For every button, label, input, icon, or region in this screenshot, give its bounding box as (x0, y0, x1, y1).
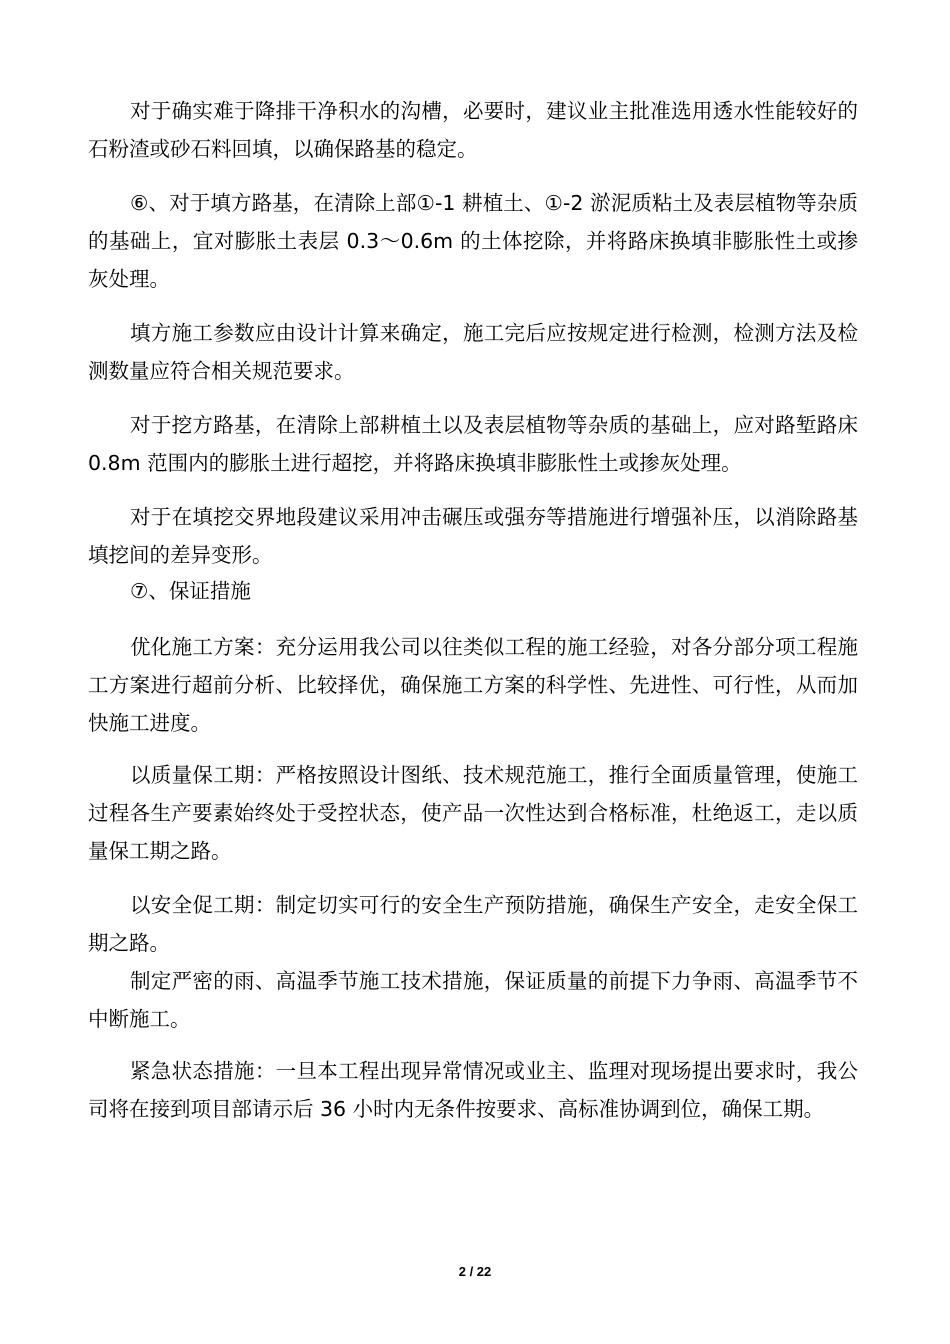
section-heading-guarantee-measures: ⑦、保证措施 (130, 579, 251, 603)
paragraph-quality-schedule: 以质量保工期：严格按照设计图纸、技术规范施工，推行全面质量管理，使施工过程各生产要素始终处于受控状态，使产品一次性达到合格标准，杜绝返工，走以质量保工期之路。 (88, 763, 858, 863)
paragraph-cut-subgrade: 对于挖方路基，在清除上部耕植土以及表层植物等杂质的基础上，应对路堑路床 0.8m 范围内的膨胀土进行超挖，并将路床换填非膨胀性土或掺灰处理。 (88, 413, 858, 475)
paragraph-drainage-backfill: 对于确实难于降排干净积水的沟槽，必要时，建议业主批准选用透水性能较好的石粉渣或砂石料回填，以确保路基的稳定。 (88, 99, 858, 161)
page-number: 2 / 22 (458, 1264, 492, 1279)
paragraph-optimize-plan: 优化施工方案：充分运用我公司以往类似工程的施工经验，对各分部分项工程施工方案进行超前分析、比较择优，确保施工方案的科学性、先进性、可行性，从而加快施工进度。 (88, 635, 858, 735)
paragraph-fill-parameters: 填方施工参数应由设计计算来确定，施工完后应按规定进行检测，检测方法及检测数量应符合相关规范要求。 (88, 321, 858, 383)
paragraph-season-measures: 制定严密的雨、高温季节施工技术措施，保证质量的前提下力争雨、高温季节不中断施工。 (88, 969, 858, 1031)
paragraph-safety-schedule: 以安全促工期：制定切实可行的安全生产预防措施，确保生产安全，走安全保工期之路。 (88, 893, 858, 955)
paragraph-fill-subgrade: ⑥、对于填方路基，在清除上部①-1 耕植土、①-2 淤泥质粘土及表层植物等杂质的基础上，宜对膨胀土表层 0.3～0.6m 的土体挖除，并将路床换填非膨胀性土或掺灰处理。 (88, 191, 858, 291)
paragraph-cut-fill-transition: 对于在填挖交界地段建议采用冲击碾压或强夯等措施进行增强补压，以消除路基填挖间的差异变形。 (88, 505, 858, 567)
paragraph-emergency-measures: 紧急状态措施：一旦本工程出现异常情况或业主、监理对现场提出要求时，我公司将在接到项目部请示后 36 小时内无条件按要求、高标准协调到位，确保工期。 (88, 1059, 858, 1121)
